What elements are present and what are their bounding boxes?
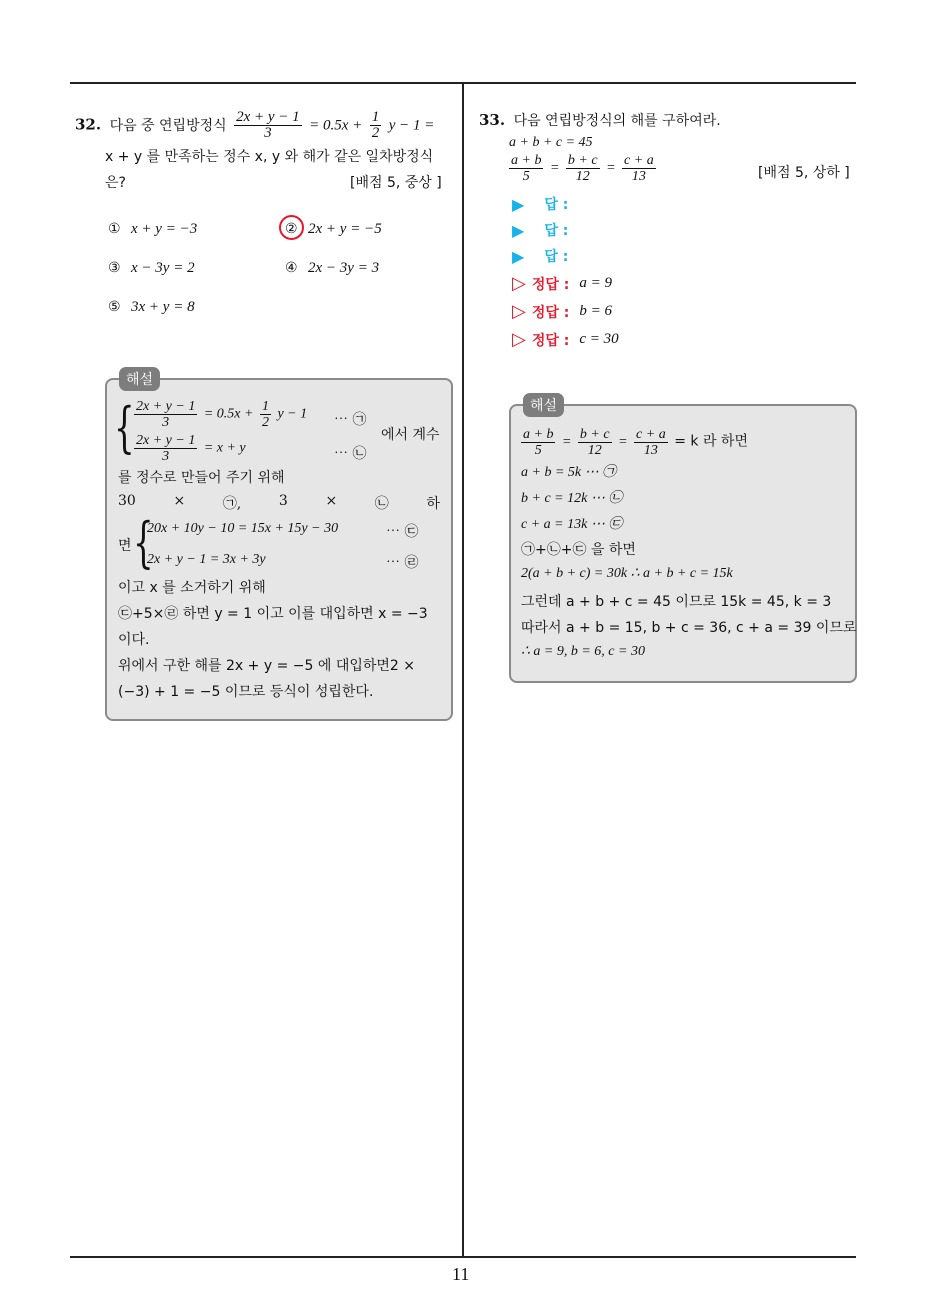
q32-prompt-start: 다음 중 연립방정식	[109, 117, 227, 134]
q33-answer-3[interactable]: ▶ 답 :	[512, 246, 569, 266]
q33-sol-l6: 2(a + b + c) = 30k ∴ a + b + c = 15k	[521, 566, 733, 581]
play-icon: ▶	[512, 194, 525, 214]
q32-header	[75, 109, 455, 141]
q32-choice-1[interactable]: ① x + y = −3	[108, 221, 198, 237]
q32-sol-l5: ㉢+5×㉣ 하면 y = 1 이고 이를 대입하면 x = −3	[118, 606, 428, 622]
q33-correct-2: ▷ 정답 : b = 6	[512, 301, 612, 322]
q32-sys2-mark1: ⋯ ㉢	[386, 524, 419, 540]
q33-header	[479, 110, 721, 130]
triangle-outline-icon: ▷	[512, 329, 526, 350]
q33-sol-l7: 그런데 a + b + c = 45 이므로 15k = 45, k = 3	[521, 594, 832, 610]
q33-title: 다음 연립방정식의 해를 구하여라.	[513, 113, 721, 129]
q32-solution-tag: 해설	[119, 367, 160, 391]
q32-sol-l2: 30 × ㉠, 3 × ㉡ 하	[118, 493, 440, 512]
q33-sol-l3: b + c = 12k ⋯ ㉡	[521, 491, 623, 506]
q33-score-meta: [배점 5, 상하 ]	[758, 165, 850, 181]
q33-eq2: $\frac{a + b}{5}$ = $\frac{b + c}{12}$ = $\frac{c + a}{13}$	[511, 153, 654, 184]
q32-prompt-line3: 은?	[105, 175, 126, 191]
q32-sys-brace: {	[114, 396, 135, 459]
column-divider	[462, 82, 464, 1257]
q32-choice-5[interactable]: ⑤ 3x + y = 8	[108, 299, 195, 315]
q32-sys2-eq1: 20x + 10y − 10 = 15x + 15y − 30	[147, 521, 339, 536]
q32-sys-eq2: $\frac{2x + y - 1}{3}$ = x + y	[136, 433, 246, 464]
q32-fraction: $\frac{2x + y - 1}{3}$	[236, 109, 300, 141]
q33-correct-1: ▷ 정답 : a = 9	[512, 273, 612, 294]
q33-eq1: a + b + c = 45	[509, 135, 593, 150]
q33-correct-3: ▷ 정답 : c = 30	[512, 329, 619, 350]
q33-number: 33.	[479, 111, 506, 129]
q32-sol-l1: 를 정수로 만들어 주기 위해	[118, 470, 285, 486]
q32-sys2-mark2: ⋯ ㉣	[386, 555, 419, 571]
page-number: 11	[452, 1264, 470, 1284]
q32-sys-eq1: $\frac{2x + y - 1}{3}$ = 0.5x + $\frac{1}{2}$ y − 1	[136, 399, 308, 430]
q32-sol-l3-pre: 면	[118, 538, 132, 554]
q32-sys-mark1: ⋯ ㉠	[334, 412, 367, 428]
q32-score-meta: [배점 5, 중상 ]	[350, 175, 442, 191]
q32-sol-l8: (−3) + 1 = −5 이므로 등식이 성립한다.	[118, 684, 374, 700]
triangle-outline-icon: ▷	[512, 273, 526, 294]
q33-sol-l9: ∴ a = 9, b = 6, c = 30	[521, 644, 645, 659]
q32-sys2-brace: {	[133, 511, 154, 574]
q33-sol-l8: 따라서 a + b = 15, b + c = 36, c + a = 39 이므로	[521, 620, 857, 636]
q32-choice-4[interactable]: ④ 2x − 3y = 3	[285, 260, 380, 276]
q33-sol-l1: $\frac{a + b}{5}$ = $\frac{b + c}{12}$ = $\frac{c + a}{13}$ = k 라 하면	[523, 427, 748, 458]
q32-sys-side: 에서 계수	[381, 427, 440, 443]
q32-eq-tail: y − 1 =	[388, 117, 435, 134]
play-icon: ▶	[512, 220, 525, 240]
q33-sol-l5: ㉠+㉡+㉢ 을 하면	[521, 542, 636, 558]
q32-number: 32.	[75, 115, 102, 134]
q32-sol-l7: 위에서 구한 해를 2x + y = −5 에 대입하면2 ×	[118, 658, 416, 674]
q33-sol-l2: a + b = 5k ⋯ ㉠	[521, 465, 617, 480]
q32-choice-3[interactable]: ③ x − 3y = 2	[108, 260, 195, 276]
q32-half: $\frac{1}{2}$	[371, 109, 380, 141]
triangle-outline-icon: ▷	[512, 301, 526, 322]
play-icon: ▶	[512, 246, 525, 266]
q33-solution-tag: 해설	[523, 393, 564, 417]
q32-prompt-line2: x + y 를 만족하는 정수 x, y 와 해가 같은 일차방정식	[105, 149, 434, 165]
q32-sys2-eq2: 2x + y − 1 = 3x + 3y	[147, 552, 266, 567]
q32-sys-mark2: ⋯ ㉡	[334, 446, 367, 462]
q32-sol-l4: 이고 x 를 소거하기 위해	[118, 580, 266, 596]
q33-answer-2[interactable]: ▶ 답 :	[512, 220, 569, 240]
q33-answer-1[interactable]: ▶ 답 :	[512, 194, 569, 214]
q32-sol-l6: 이다.	[118, 632, 150, 648]
q32-eq-mid: = 0.5x +	[309, 117, 363, 134]
q33-sol-l4: c + a = 13k ⋯ ㉢	[521, 517, 623, 532]
q32-choice-2[interactable]: ② 2x + y = −5	[285, 221, 382, 237]
bottom-rule	[70, 1256, 856, 1258]
